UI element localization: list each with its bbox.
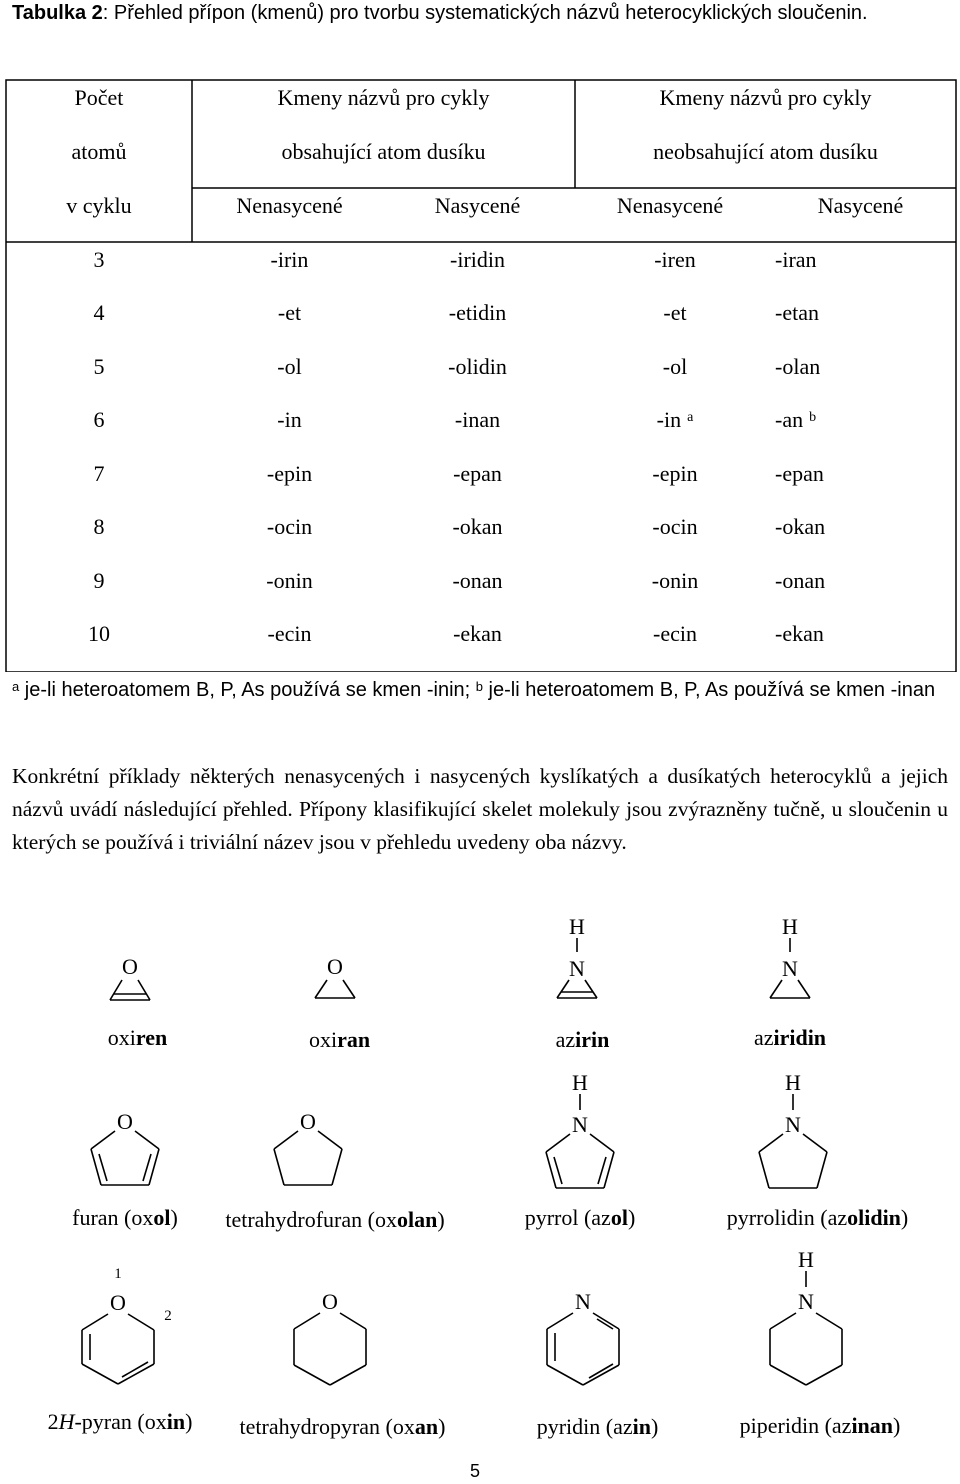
name-close: ) — [437, 1207, 445, 1232]
name-close: ) — [900, 1205, 909, 1230]
cell-unsat-n: -onin — [266, 568, 313, 593]
body-paragraph: Konkrétní příklady některých nenasycených i nasycených kyslíkatých a dusíkatých heterocyklů a jejich názvů uvádí následující přehled. Přípony klasifikující skelet molekuly jsou zvýrazněny tučně, u sloučenin u kterých se používá i triviální název jsou v přehledu uvedeny oba názvy. — [12, 764, 948, 854]
table-caption — [12, 0, 952, 26]
table-row — [5, 300, 957, 330]
table-row — [5, 407, 957, 437]
atom-o: O — [300, 1109, 316, 1134]
tetrahydrofuran-structure — [268, 1105, 348, 1195]
atom-h: H — [785, 1070, 801, 1095]
cell-sat: -iran — [775, 247, 817, 272]
suffix-bold: inan — [851, 1413, 894, 1438]
atom-n: N — [785, 1112, 801, 1137]
row-count: 7 — [93, 461, 105, 486]
table-row — [5, 461, 957, 491]
atom-n: N — [798, 1289, 814, 1314]
cell-sat: -olan — [775, 354, 821, 379]
suffix-bold: ol — [610, 1205, 628, 1230]
cell-sat: -onan — [775, 568, 826, 593]
atom-h: H — [569, 914, 585, 939]
atom-n: N — [572, 1112, 588, 1137]
footnote-b-mark: b — [475, 679, 483, 694]
name-part: tetrahydrofuran (ox — [225, 1207, 397, 1232]
footnote-mark-b: b — [809, 410, 817, 425]
name-part: -pyran (ox — [74, 1409, 167, 1434]
name-close: ) — [438, 1414, 446, 1439]
subheader-unsaturated: Nenasycené — [616, 193, 724, 218]
name-part: pyrrol (az — [524, 1205, 611, 1230]
table-row — [5, 354, 957, 384]
header-no-nitrogen-1: Kmeny názvů pro cykly — [659, 85, 872, 110]
name-part: oxi — [308, 1027, 338, 1052]
cell-unsat-text: -in — [656, 407, 682, 432]
footnote-a-mark: a — [12, 679, 20, 694]
subheader-unsaturated-n: Nenasycené — [236, 193, 343, 218]
header-atoms-2: atomů — [71, 139, 127, 164]
cell-sat-text: -an — [775, 407, 804, 432]
pyridin-structure — [535, 1285, 635, 1400]
name-italic: H — [58, 1409, 75, 1434]
cell-sat-n: -okan — [452, 514, 503, 539]
subheader-saturated: Nasycené — [817, 193, 904, 218]
row-count: 6 — [93, 407, 105, 432]
caption-label: Tabulka 2 — [12, 2, 103, 24]
pyran-structure — [70, 1262, 180, 1397]
caption-text: : Přehled přípon (kmenů) pro tvorbu systematických názvů heterocyklických sloučenin. — [102, 2, 868, 24]
header-atoms-1: Počet — [74, 85, 124, 110]
furan-structure — [85, 1105, 165, 1195]
pyrrol-name — [510, 1205, 650, 1231]
piperidin-name — [720, 1413, 920, 1439]
row-count: 3 — [93, 247, 105, 272]
cell-unsat: -ol — [662, 354, 688, 379]
row-count: 8 — [93, 514, 105, 539]
name-part: oxi — [107, 1025, 136, 1050]
cell-unsat-n: -et — [277, 300, 302, 325]
atom-o: O — [322, 1289, 338, 1314]
name-part: az — [753, 1025, 774, 1050]
name-locant: 2 — [47, 1409, 59, 1434]
tetrahydrofuran-name — [205, 1207, 465, 1233]
cell-sat-n: -olidin — [448, 354, 507, 379]
atom-o: O — [110, 1290, 126, 1315]
suffix-bold: in — [166, 1409, 186, 1434]
cell-sat-n: -epan — [453, 461, 502, 486]
table-row — [5, 247, 957, 277]
suffix-bold: irin — [575, 1027, 610, 1052]
table-row — [5, 514, 957, 544]
pyran-name — [30, 1409, 210, 1435]
name-close: ) — [170, 1205, 178, 1230]
atom-h: H — [782, 914, 798, 939]
position-1: 1 — [114, 1266, 122, 1282]
pyrrolidin-name — [705, 1205, 930, 1231]
pyrrolidin-structure — [753, 1068, 833, 1198]
atom-n: N — [569, 956, 585, 981]
name-part: az — [555, 1027, 576, 1052]
name-close: ) — [650, 1414, 659, 1439]
suffix-bold: iridin — [773, 1025, 827, 1050]
atom-h: H — [798, 1247, 814, 1272]
pyrrol-structure — [540, 1068, 620, 1198]
suffix-table — [5, 72, 957, 672]
atom-o: O — [327, 954, 343, 979]
table-row — [5, 568, 957, 598]
name-part: piperidin (az — [739, 1413, 852, 1438]
cell-unsat-n: -irin — [270, 247, 309, 272]
header-atoms-3: v cyklu — [66, 193, 132, 218]
row-count: 4 — [93, 300, 105, 325]
cell-unsat-n: -in — [277, 407, 302, 432]
position-2: 2 — [164, 1308, 172, 1324]
cell-unsat: -epin — [652, 461, 698, 486]
cell-sat — [775, 407, 816, 437]
oxiren-structure — [100, 950, 160, 1015]
suffix-bold: in — [632, 1414, 651, 1439]
suffix-bold: ran — [337, 1027, 371, 1052]
furan-name — [55, 1205, 195, 1231]
cell-unsat: -ocin — [652, 514, 698, 539]
suffix-bold: olidin — [847, 1205, 901, 1230]
atom-n: N — [575, 1289, 591, 1314]
oxiran-structure — [305, 950, 365, 1015]
cell-sat: -okan — [775, 514, 826, 539]
cell-sat-n: -ekan — [453, 621, 502, 646]
page-number: 5 — [470, 1461, 481, 1481]
suffix-bold: ol — [153, 1205, 171, 1230]
suffix-bold: an — [414, 1414, 439, 1439]
tetrahydropyran-name — [215, 1414, 470, 1440]
footnote-a-text: je-li heteroatomem B, P, As používá se kmen -inin; — [19, 679, 476, 701]
cell-sat: -etan — [775, 300, 819, 325]
header-no-nitrogen-2: neobsahující atom dusíku — [653, 139, 878, 164]
aziridin-name — [730, 1025, 850, 1051]
cell-sat-n: -inan — [454, 407, 501, 432]
cell-unsat-n: -ol — [277, 354, 302, 379]
cell-unsat: -onin — [651, 568, 699, 593]
cell-unsat-n: -ocin — [266, 514, 313, 539]
name-part: furan (ox — [72, 1205, 154, 1230]
cell-sat-n: -etidin — [448, 300, 507, 325]
pyridin-name — [520, 1414, 675, 1440]
table-footnote — [12, 675, 952, 705]
footnote-b-text: je-li heteroatomem B, P, As používá se kmen -inan — [482, 679, 936, 701]
row-count: 9 — [93, 568, 105, 593]
aziridin-structure — [760, 912, 820, 1007]
footnote-mark-a: a — [687, 410, 694, 425]
cell-unsat-n: -ecin — [267, 621, 312, 646]
tetrahydropyran-structure — [282, 1285, 382, 1400]
cell-unsat: -et — [663, 300, 687, 325]
table-row — [5, 621, 957, 651]
suffix-bold: ren — [135, 1025, 168, 1050]
oxiran-name — [282, 1027, 397, 1053]
name-part: pyridin (az — [536, 1414, 633, 1439]
cell-unsat-n: -epin — [266, 461, 313, 486]
name-close: ) — [627, 1205, 636, 1230]
name-close: ) — [893, 1413, 901, 1438]
name-part: tetrahydropyran (ox — [239, 1414, 415, 1439]
cell-unsat: -ecin — [653, 621, 697, 646]
row-count: 5 — [93, 354, 105, 379]
atom-o: O — [117, 1109, 133, 1134]
header-nitrogen-2: obsahující atom dusíku — [281, 139, 486, 164]
name-close: ) — [185, 1409, 193, 1434]
cell-unsat — [575, 407, 775, 437]
subheader-saturated-n: Nasycené — [434, 193, 521, 218]
piperidin-structure — [758, 1245, 858, 1400]
name-part: pyrrolidin (az — [726, 1205, 848, 1230]
row-count: 10 — [88, 621, 110, 646]
atom-n: N — [782, 956, 798, 981]
cell-sat-n: -onan — [452, 568, 503, 593]
atom-h: H — [572, 1070, 588, 1095]
azirin-name — [525, 1027, 640, 1053]
cell-sat-n: -iridin — [450, 247, 505, 272]
azirin-structure — [547, 912, 607, 1007]
cell-sat: -epan — [775, 461, 824, 486]
cell-sat: -ekan — [775, 621, 824, 646]
cell-unsat: -iren — [654, 247, 696, 272]
header-nitrogen-1: Kmeny názvů pro cykly — [277, 85, 490, 110]
oxiren-name — [80, 1025, 195, 1051]
atom-o: O — [122, 954, 138, 979]
suffix-bold: olan — [396, 1207, 438, 1232]
